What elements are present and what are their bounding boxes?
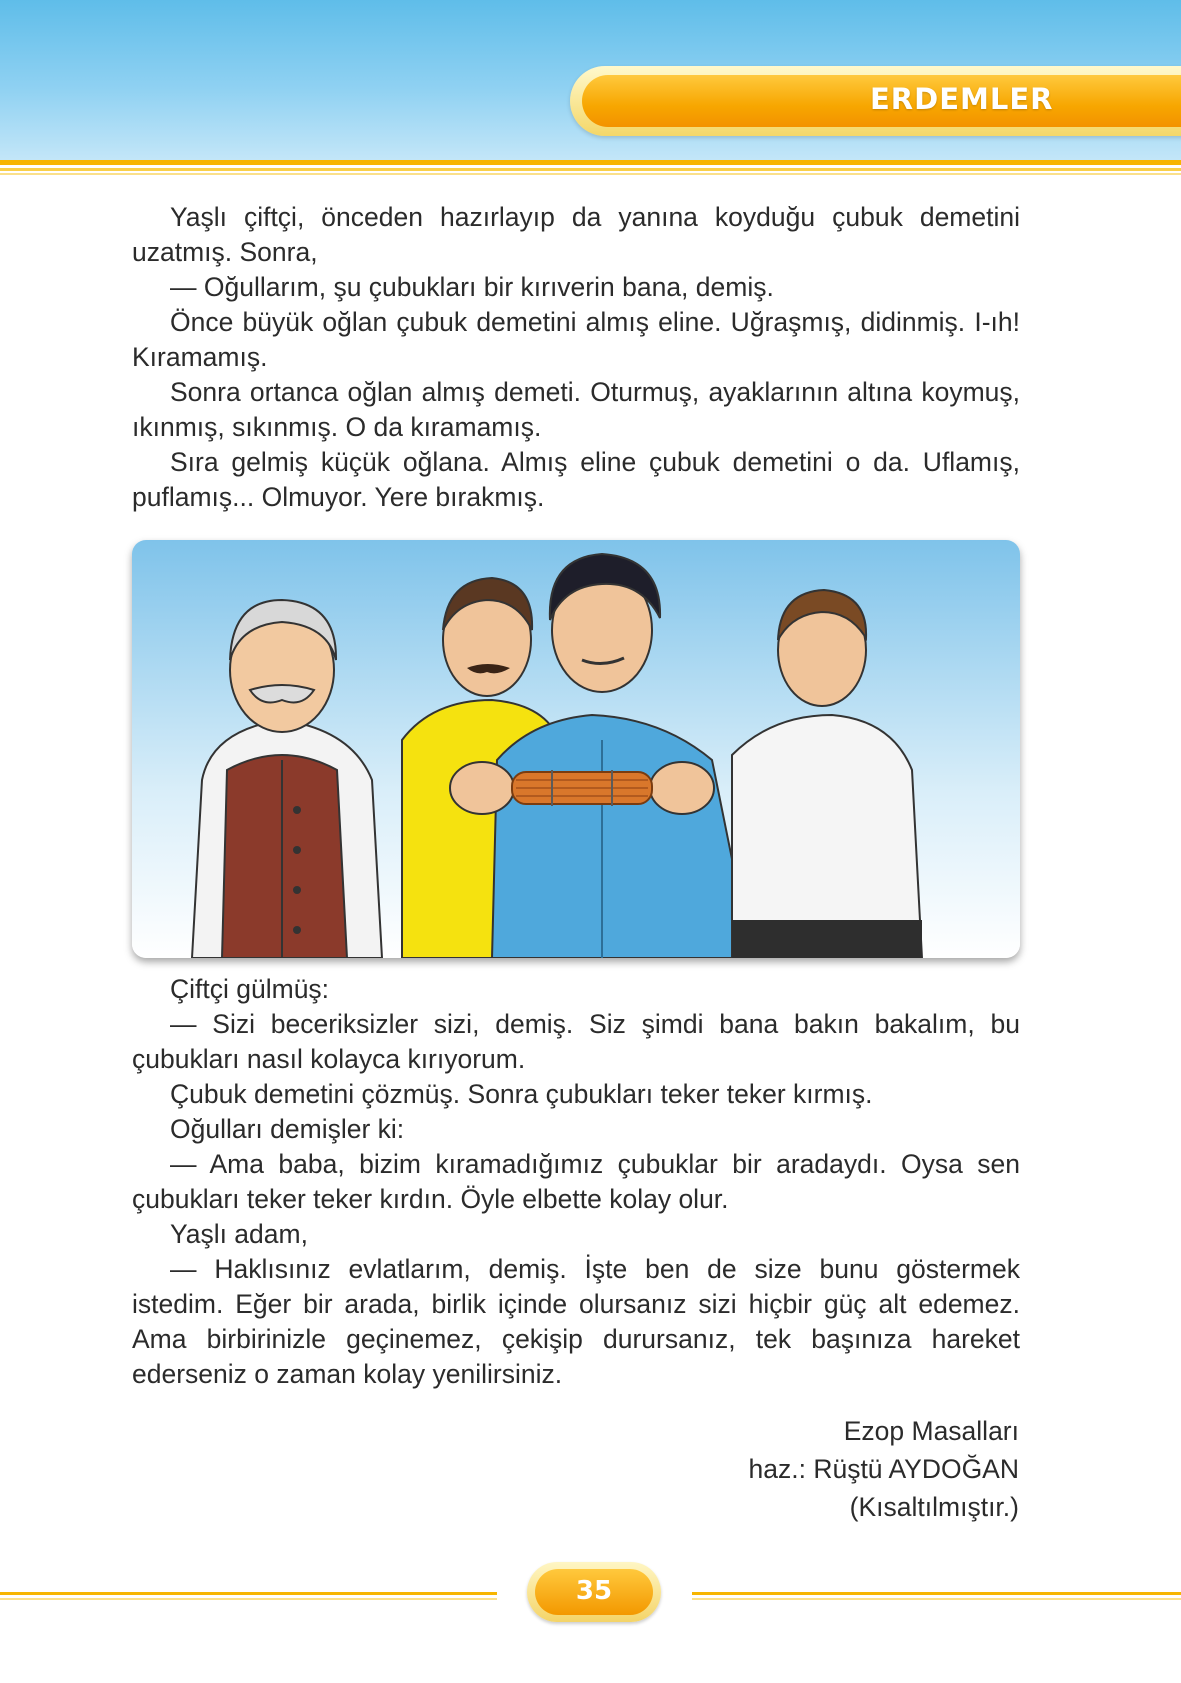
story-paragraph: — Oğullarım, şu çubukları bir kırıverin bana, demiş. <box>170 272 774 302</box>
page-number: 35 <box>575 1576 613 1606</box>
footer-rule <box>0 1592 497 1595</box>
story-text-bottom <box>132 972 1020 1392</box>
source-citation <box>749 1412 1020 1526</box>
source-editor: haz.: Rüştü AYDOĞAN <box>748 1454 1019 1484</box>
story-paragraph: Oğulları demişler ki: <box>170 1114 405 1144</box>
story-text-top <box>132 200 1020 515</box>
story-paragraph: Çiftçi gülmüş: <box>170 974 330 1004</box>
story-paragraph: Yaşlı çiftçi, önceden hazırlayıp da yanına koyduğu çubuk demetini uzatmış. Sonra, <box>132 202 1020 267</box>
story-paragraph: Sonra ortanca oğlan almış demeti. Oturmuş, ayaklarının altına koymuş, ıkınmış, sıkınmış. O da kıramamış. <box>132 377 1020 442</box>
footer-rule <box>0 1598 497 1600</box>
illustration-svg <box>132 540 1020 958</box>
section-title: ERDEMLER <box>870 82 1054 116</box>
story-paragraph: — Sizi beceriksizler sizi, demiş. Siz şimdi bana bakın bakalım, bu çubukları nasıl kolayca kırıyorum. <box>132 1009 1020 1074</box>
story-paragraph: — Haklısınız evlatlarım, demiş. İşte ben de size bunu göstermek istedim. Eğer bir arada, birlik içinde olursanız sizi hiçbir güç alt edemez. Ama birbirinizle geçinemez, çekişip durursanız, tek başınıza hareket ederseniz o zaman kolay yenilirsiniz. <box>132 1254 1020 1389</box>
story-paragraph: Önce büyük oğlan çubuk demetini almış eline. Uğraşmış, didinmiş. I-ıh! Kıramamış. <box>132 307 1020 372</box>
source-book: Ezop Masalları <box>843 1416 1019 1446</box>
header-rule <box>0 168 1181 171</box>
header-rule <box>0 160 1181 165</box>
story-paragraph: — Ama baba, bizim kıramadığımız çubuklar bir aradaydı. Oysa sen çubukları teker teker kırdın. Öyle elbette kolay olur. <box>132 1149 1020 1214</box>
footer-rule <box>692 1598 1181 1600</box>
story-paragraph: Sıra gelmiş küçük oğlana. Almış eline çubuk demetini o da. Uflamış, puflamış... Olmuyor. Yere bırakmış. <box>132 447 1020 512</box>
header-rule <box>0 173 1181 175</box>
story-illustration <box>132 540 1020 958</box>
footer-rule <box>692 1592 1181 1595</box>
story-paragraph: Çubuk demetini çözmüş. Sonra çubukları teker teker kırmış. <box>170 1079 873 1109</box>
story-paragraph: Yaşlı adam, <box>170 1219 308 1249</box>
source-note: (Kısaltılmıştır.) <box>849 1492 1019 1522</box>
